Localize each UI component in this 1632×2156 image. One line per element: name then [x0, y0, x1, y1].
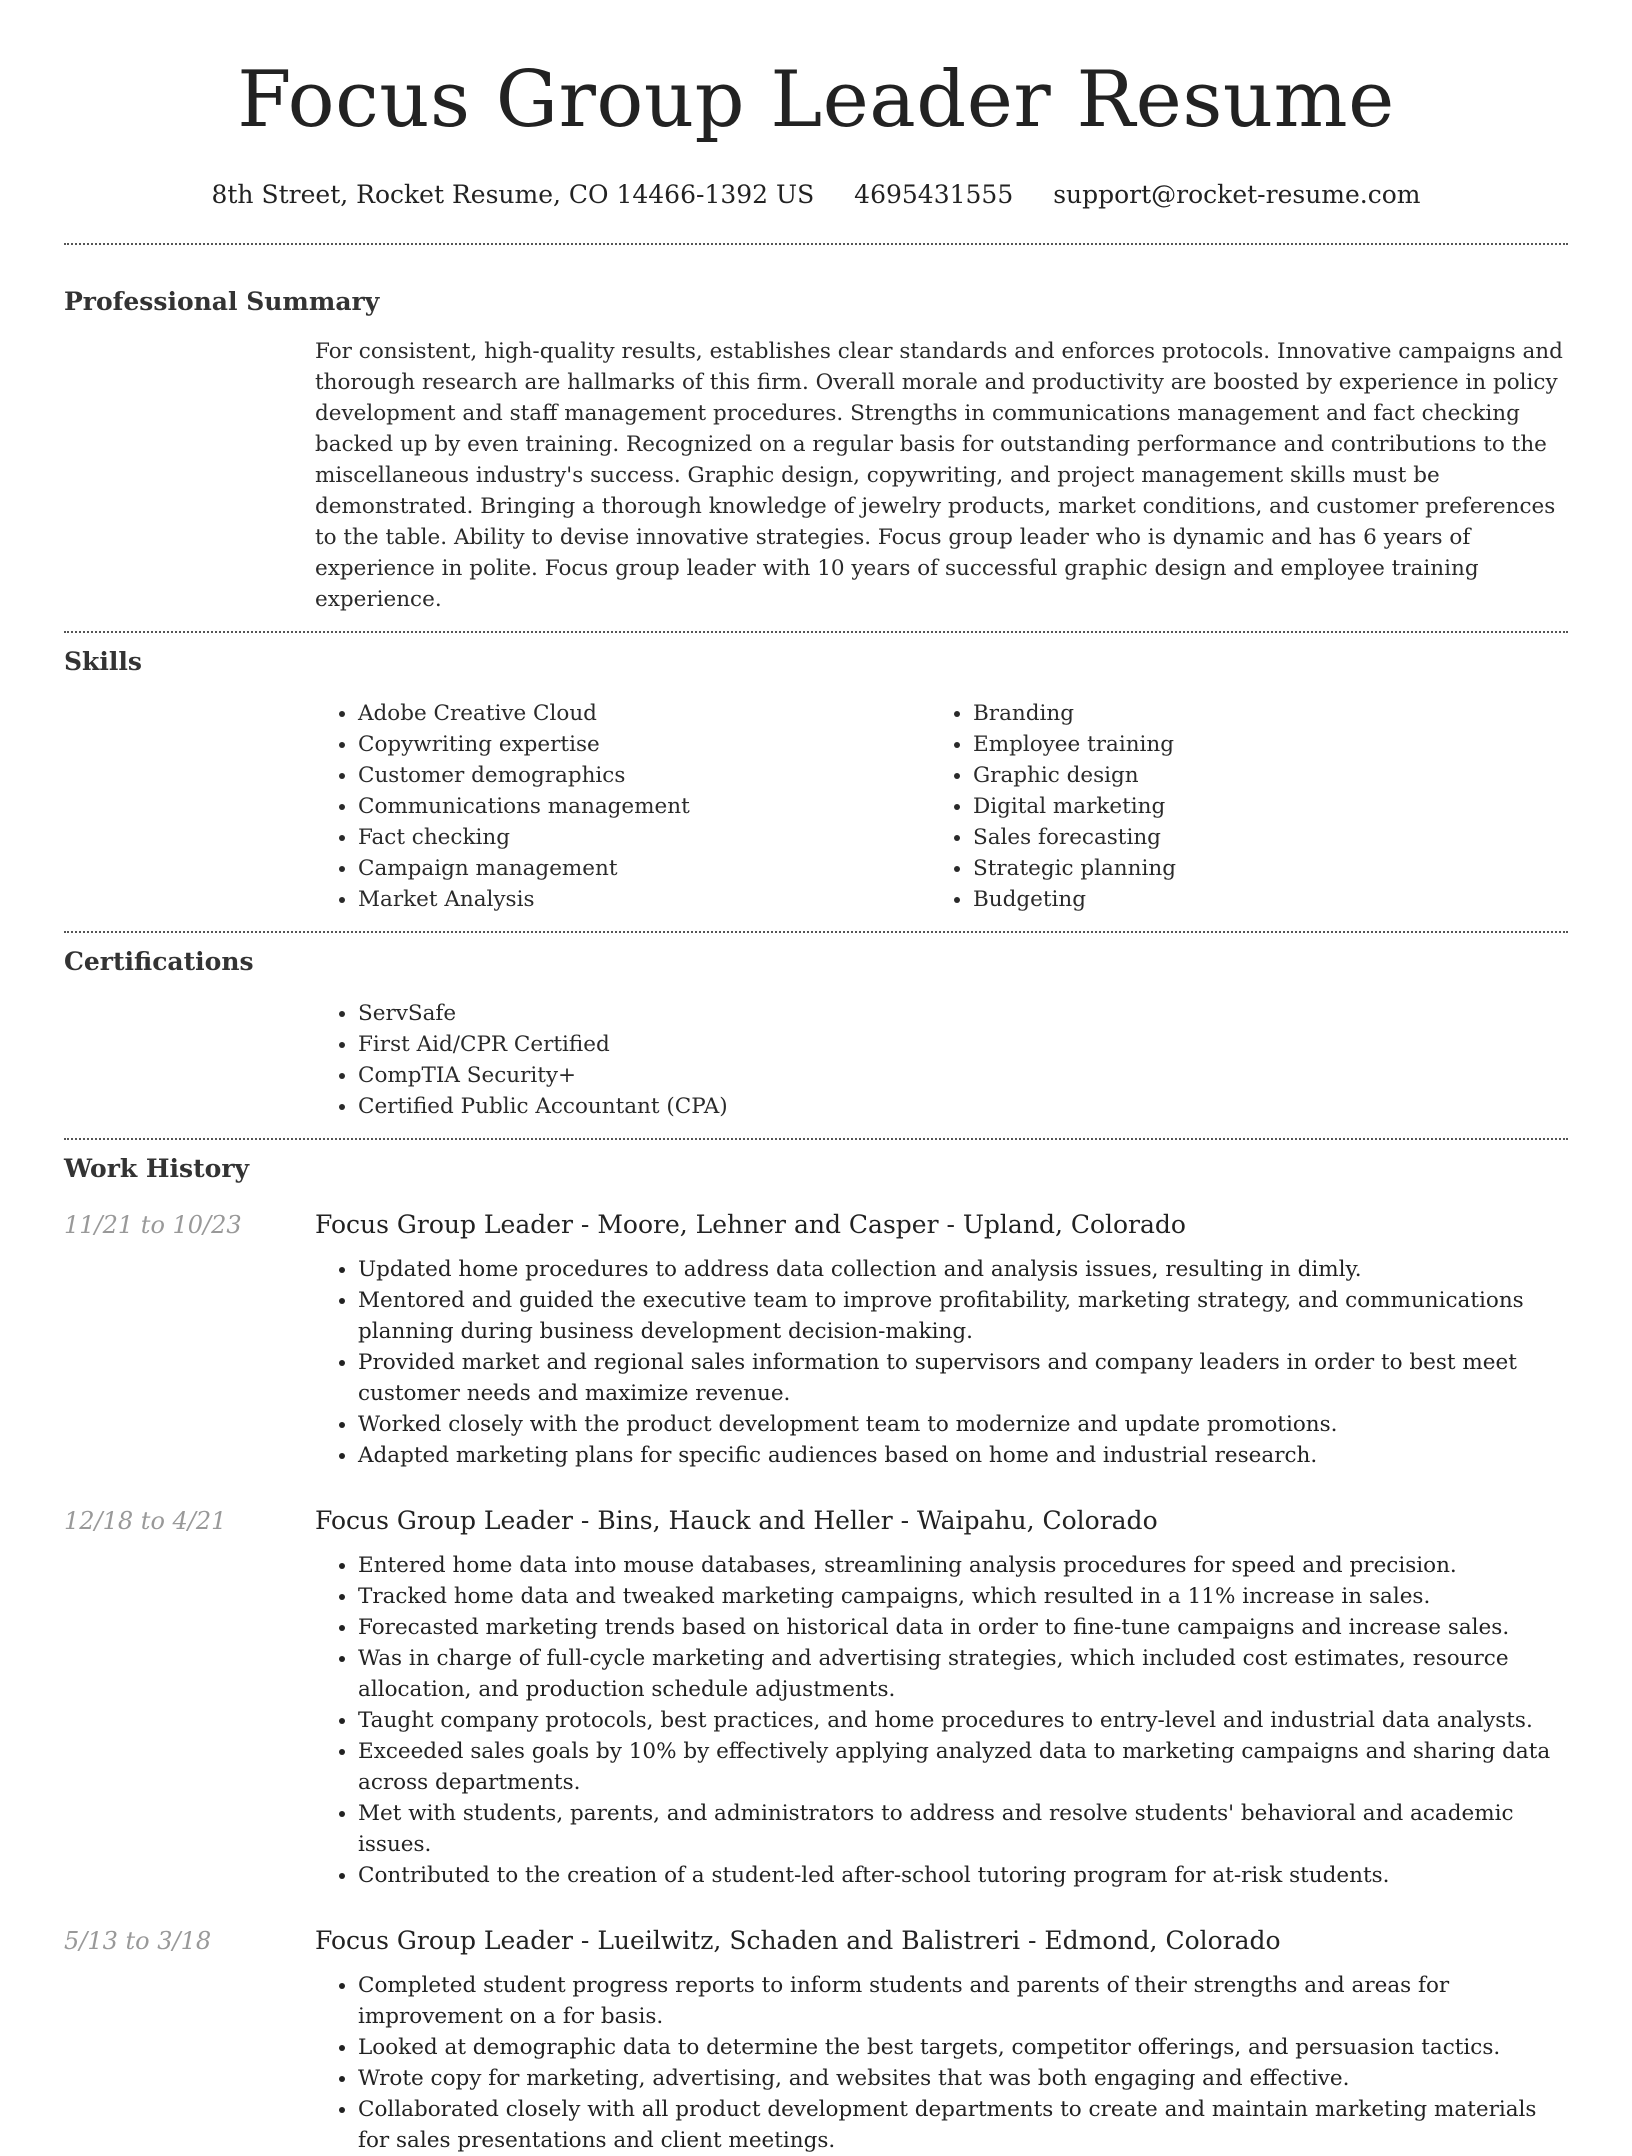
- skill-item: • Strategic planning: [973, 853, 1545, 884]
- job-bullets: [315, 1550, 1568, 1891]
- divider: [64, 631, 1568, 633]
- job-bullet: • Adapted marketing plans for specific audiences based on home and industrial research.: [358, 1440, 1568, 1471]
- resume-title: Focus Group Leader Resume: [237, 55, 1395, 145]
- skills-section: [64, 645, 1568, 915]
- divider: [64, 243, 1568, 245]
- job-bullet: • Forecasted marketing trends based on historical data in order to fine-tune campaigns and increase sales.: [358, 1612, 1568, 1643]
- job-bullets: [315, 1254, 1568, 1471]
- skill-item: • Branding: [973, 698, 1545, 729]
- job-title: Focus Group Leader - Moore, Lehner and Casper - Upland, Colorado: [315, 1210, 1186, 1239]
- certification-item: • ServSafe: [358, 998, 1568, 1029]
- job-bullet: • Provided market and regional sales information to supervisors and company leaders in order to best meet customer needs and maximize revenue.: [358, 1347, 1568, 1409]
- summary-text: For consistent, high-quality results, establishes clear standards and enforces protocols. Innovative campaigns and thorough research are hallmarks of this firm. Overall morale and productivity are boosted by experience in policy development and staff management procedures. Strengths in communications management and fact checking backed up by even training. Recognized on a regular basis for outstanding performance and contributions to the miscellaneous industry's success. Graphic design, copywriting, and project management skills must be demonstrated. Bringing a thorough knowledge of jewelry products, market conditions, and customer preferences to the table. Ability to devise innovative strategies. Focus group leader who is dynamic and has 6 years of experience in polite. Focus group leader with 10 years of successful graphic design and employee training experience.: [315, 339, 1563, 612]
- skill-item: • Copywriting expertise: [358, 729, 930, 760]
- divider: [64, 931, 1568, 933]
- skill-item: • Fact checking: [358, 822, 930, 853]
- job-bullet: • Wrote copy for marketing, advertising, and websites that was both engaging and effective.: [358, 2063, 1568, 2094]
- skill-item: • Market Analysis: [358, 884, 930, 915]
- certifications-section: [64, 945, 1568, 1122]
- job-bullet: • Entered home data into mouse databases, streamlining analysis procedures for speed and precision.: [358, 1550, 1568, 1581]
- skill-item: • Budgeting: [973, 884, 1545, 915]
- contact-phone: 4695431555: [854, 180, 1014, 209]
- job-bullet: • Contributed to the creation of a student-led after-school tutoring program for at-risk students.: [358, 1860, 1568, 1891]
- job-bullet: • Looked at demographic data to determine the best targets, competitor offerings, and persuasion tactics.: [358, 2032, 1568, 2063]
- skill-item: • Communications management: [358, 791, 930, 822]
- skill-item: • Campaign management: [358, 853, 930, 884]
- job-bullet: • Taught company protocols, best practices, and home procedures to entry-level and industrial data analysts.: [358, 1705, 1568, 1736]
- divider: [64, 1138, 1568, 1140]
- skill-item: • Employee training: [973, 729, 1545, 760]
- skill-item: • Customer demographics: [358, 760, 930, 791]
- job-dates: 12/18 to 4/21: [64, 1507, 227, 1535]
- job-bullet: • Worked closely with the product development team to modernize and update promotions.: [358, 1409, 1568, 1440]
- job-entry: [64, 1504, 1568, 1891]
- job-bullet: • Collaborated closely with all product development departments to create and maintain marketing materials for sales presentations and client meetings.: [358, 2094, 1568, 2156]
- job-title: Focus Group Leader - Bins, Hauck and Heller - Waipahu, Colorado: [315, 1506, 1158, 1535]
- job-bullet: • Updated home procedures to address data collection and analysis issues, resulting in dimly.: [358, 1254, 1568, 1285]
- certification-item: • First Aid/CPR Certified: [358, 1029, 1568, 1060]
- resume-page: [64, 0, 1568, 2156]
- skill-item: • Sales forecasting: [973, 822, 1545, 853]
- job-bullet: • Completed student progress reports to inform students and parents of their strengths and areas for improvement on a for basis.: [358, 1970, 1568, 2032]
- section-heading-work-history: Work History: [64, 1154, 250, 1183]
- job-entry: [64, 1924, 1568, 2156]
- section-heading-certifications: Certifications: [64, 947, 254, 976]
- skill-item: • Graphic design: [973, 760, 1545, 791]
- job-title: Focus Group Leader - Lueilwitz, Schaden and Balistreri - Edmond, Colorado: [315, 1926, 1281, 1955]
- section-heading-skills: Skills: [64, 647, 142, 676]
- summary-section: [64, 285, 1568, 615]
- skill-item: • Adobe Creative Cloud: [358, 698, 930, 729]
- work-history-section: [64, 1152, 1568, 2156]
- job-dates: 11/21 to 10/23: [64, 1211, 242, 1239]
- section-heading-summary: Professional Summary: [64, 287, 380, 316]
- certification-item: • CompTIA Security+: [358, 1060, 1568, 1091]
- job-bullet: • Was in charge of full-cycle marketing and advertising strategies, which included cost estimates, resource allocation, and production schedule adjustments.: [358, 1643, 1568, 1705]
- contact-line: [64, 178, 1568, 212]
- skills-column-left: [315, 698, 930, 915]
- certification-item: • Certified Public Accountant (CPA): [358, 1091, 1568, 1122]
- skills-column-right: [930, 698, 1545, 915]
- job-dates: 5/13 to 3/18: [64, 1927, 212, 1955]
- job-bullet: • Met with students, parents, and administrators to address and resolve students' behavioral and academic issues.: [358, 1798, 1568, 1860]
- contact-address: 8th Street, Rocket Resume, CO 14466-1392 US: [211, 180, 815, 209]
- job-bullet: • Mentored and guided the executive team to improve profitability, marketing strategy, and communications planning during business development decision-making.: [358, 1285, 1568, 1347]
- contact-email: support@rocket-resume.com: [1053, 180, 1421, 209]
- job-bullet: • Exceeded sales goals by 10% by effectively applying analyzed data to marketing campaigns and sharing data across departments.: [358, 1736, 1568, 1798]
- job-entry: [64, 1208, 1568, 1471]
- job-bullet: • Tracked home data and tweaked marketing campaigns, which resulted in a 11% increase in sales.: [358, 1581, 1568, 1612]
- skill-item: • Digital marketing: [973, 791, 1545, 822]
- job-bullets: [315, 1970, 1568, 2156]
